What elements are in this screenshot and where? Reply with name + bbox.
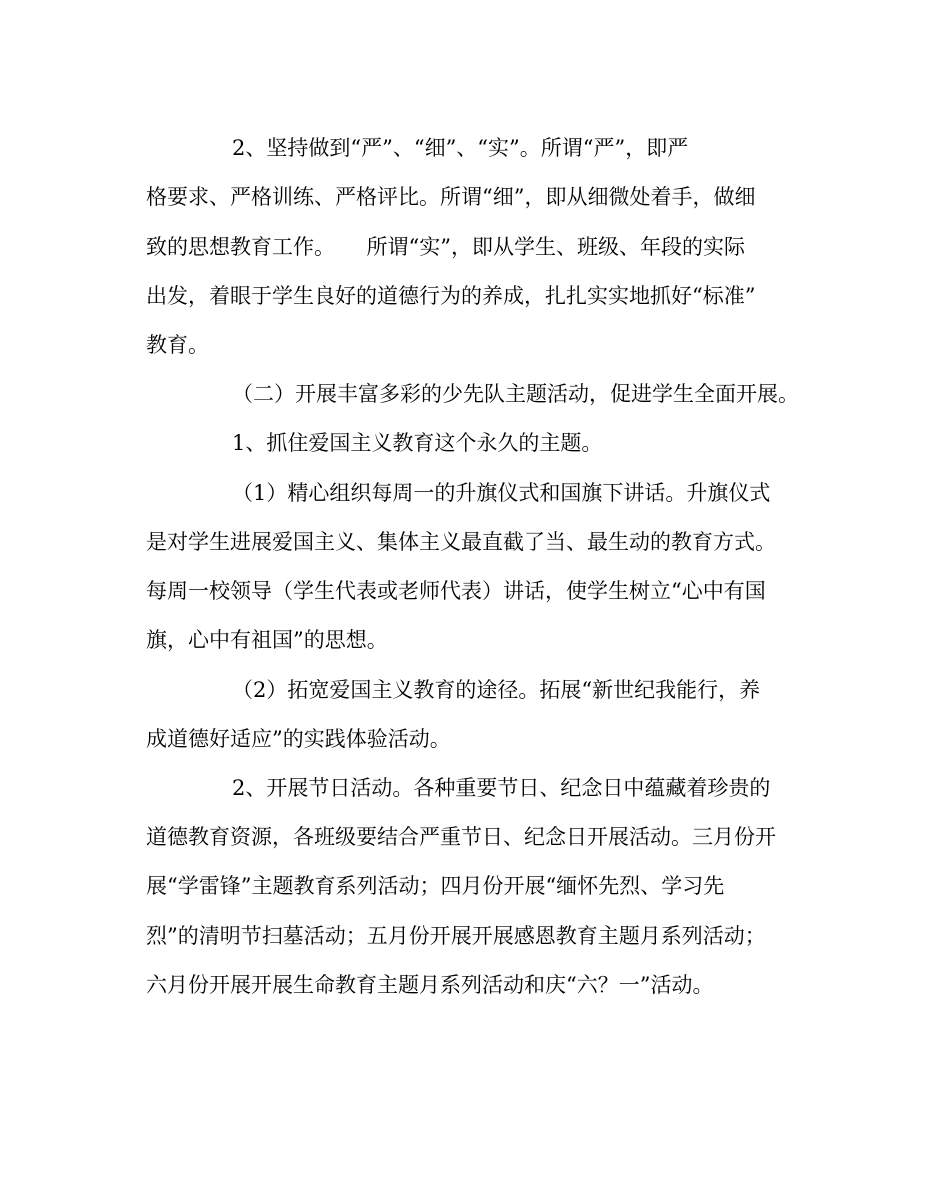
text-line: 教育。 (146, 333, 209, 357)
text-line: 2、坚持做到“严”、“细”、“实”。所谓“严”，即严 (232, 136, 689, 160)
text-line: 六月份开展开展生命教育主题月系列活动和庆“六？一”活动。 (146, 973, 714, 997)
text-line: 是对学生进展爱国主义、集体主义最直截了当、最生动的教育方式。 (146, 530, 776, 554)
text-line: 展“学雷锋”主题教育系列活动；四月份开展“缅怀先烈、学习先 (146, 874, 725, 898)
text-line: 出发，着眼于学生良好的道德行为的养成，扎扎实实地抓好“标准” (146, 284, 756, 308)
text-line: 1、抓住爱国主义教育这个永久的主题。 (232, 431, 603, 455)
text-line: 旗，心中有祖国”的思想。 (146, 628, 388, 652)
text-line: 每周一校领导（学生代表或老师代表）讲话，使学生树立“心中有国 (146, 579, 766, 603)
text-line: 成道德好适应”的实践体验活动。 (146, 727, 451, 751)
text-line: 格要求、严格训练、严格评比。所谓“细”，即从细微处着手，做细 (146, 185, 756, 209)
text-line: 烈”的清明节扫墓活动；五月份开展开展感恩教育主题月系列活动； (146, 924, 766, 948)
text-line: （2）拓宽爱国主义教育的途径。拓展“新世纪我能行，养 (232, 678, 761, 702)
text-line: （1）精心组织每周一的升旗仪式和国旗下讲话。升旗仪式 (232, 481, 771, 505)
section-heading: （二）开展丰富多彩的少先队主题活动，促进学生全面开展。 (232, 382, 799, 406)
text-line: 致的思想教育工作。 所谓“实”，即从学生、班级、年段的实际 (146, 235, 745, 259)
text-line: 道德教育资源，各班级要结合严重节日、纪念日开展活动。三月份开 (146, 825, 776, 849)
text-line: 2、开展节日活动。各种重要节日、纪念日中蕴藏着珍贵的 (232, 776, 771, 800)
